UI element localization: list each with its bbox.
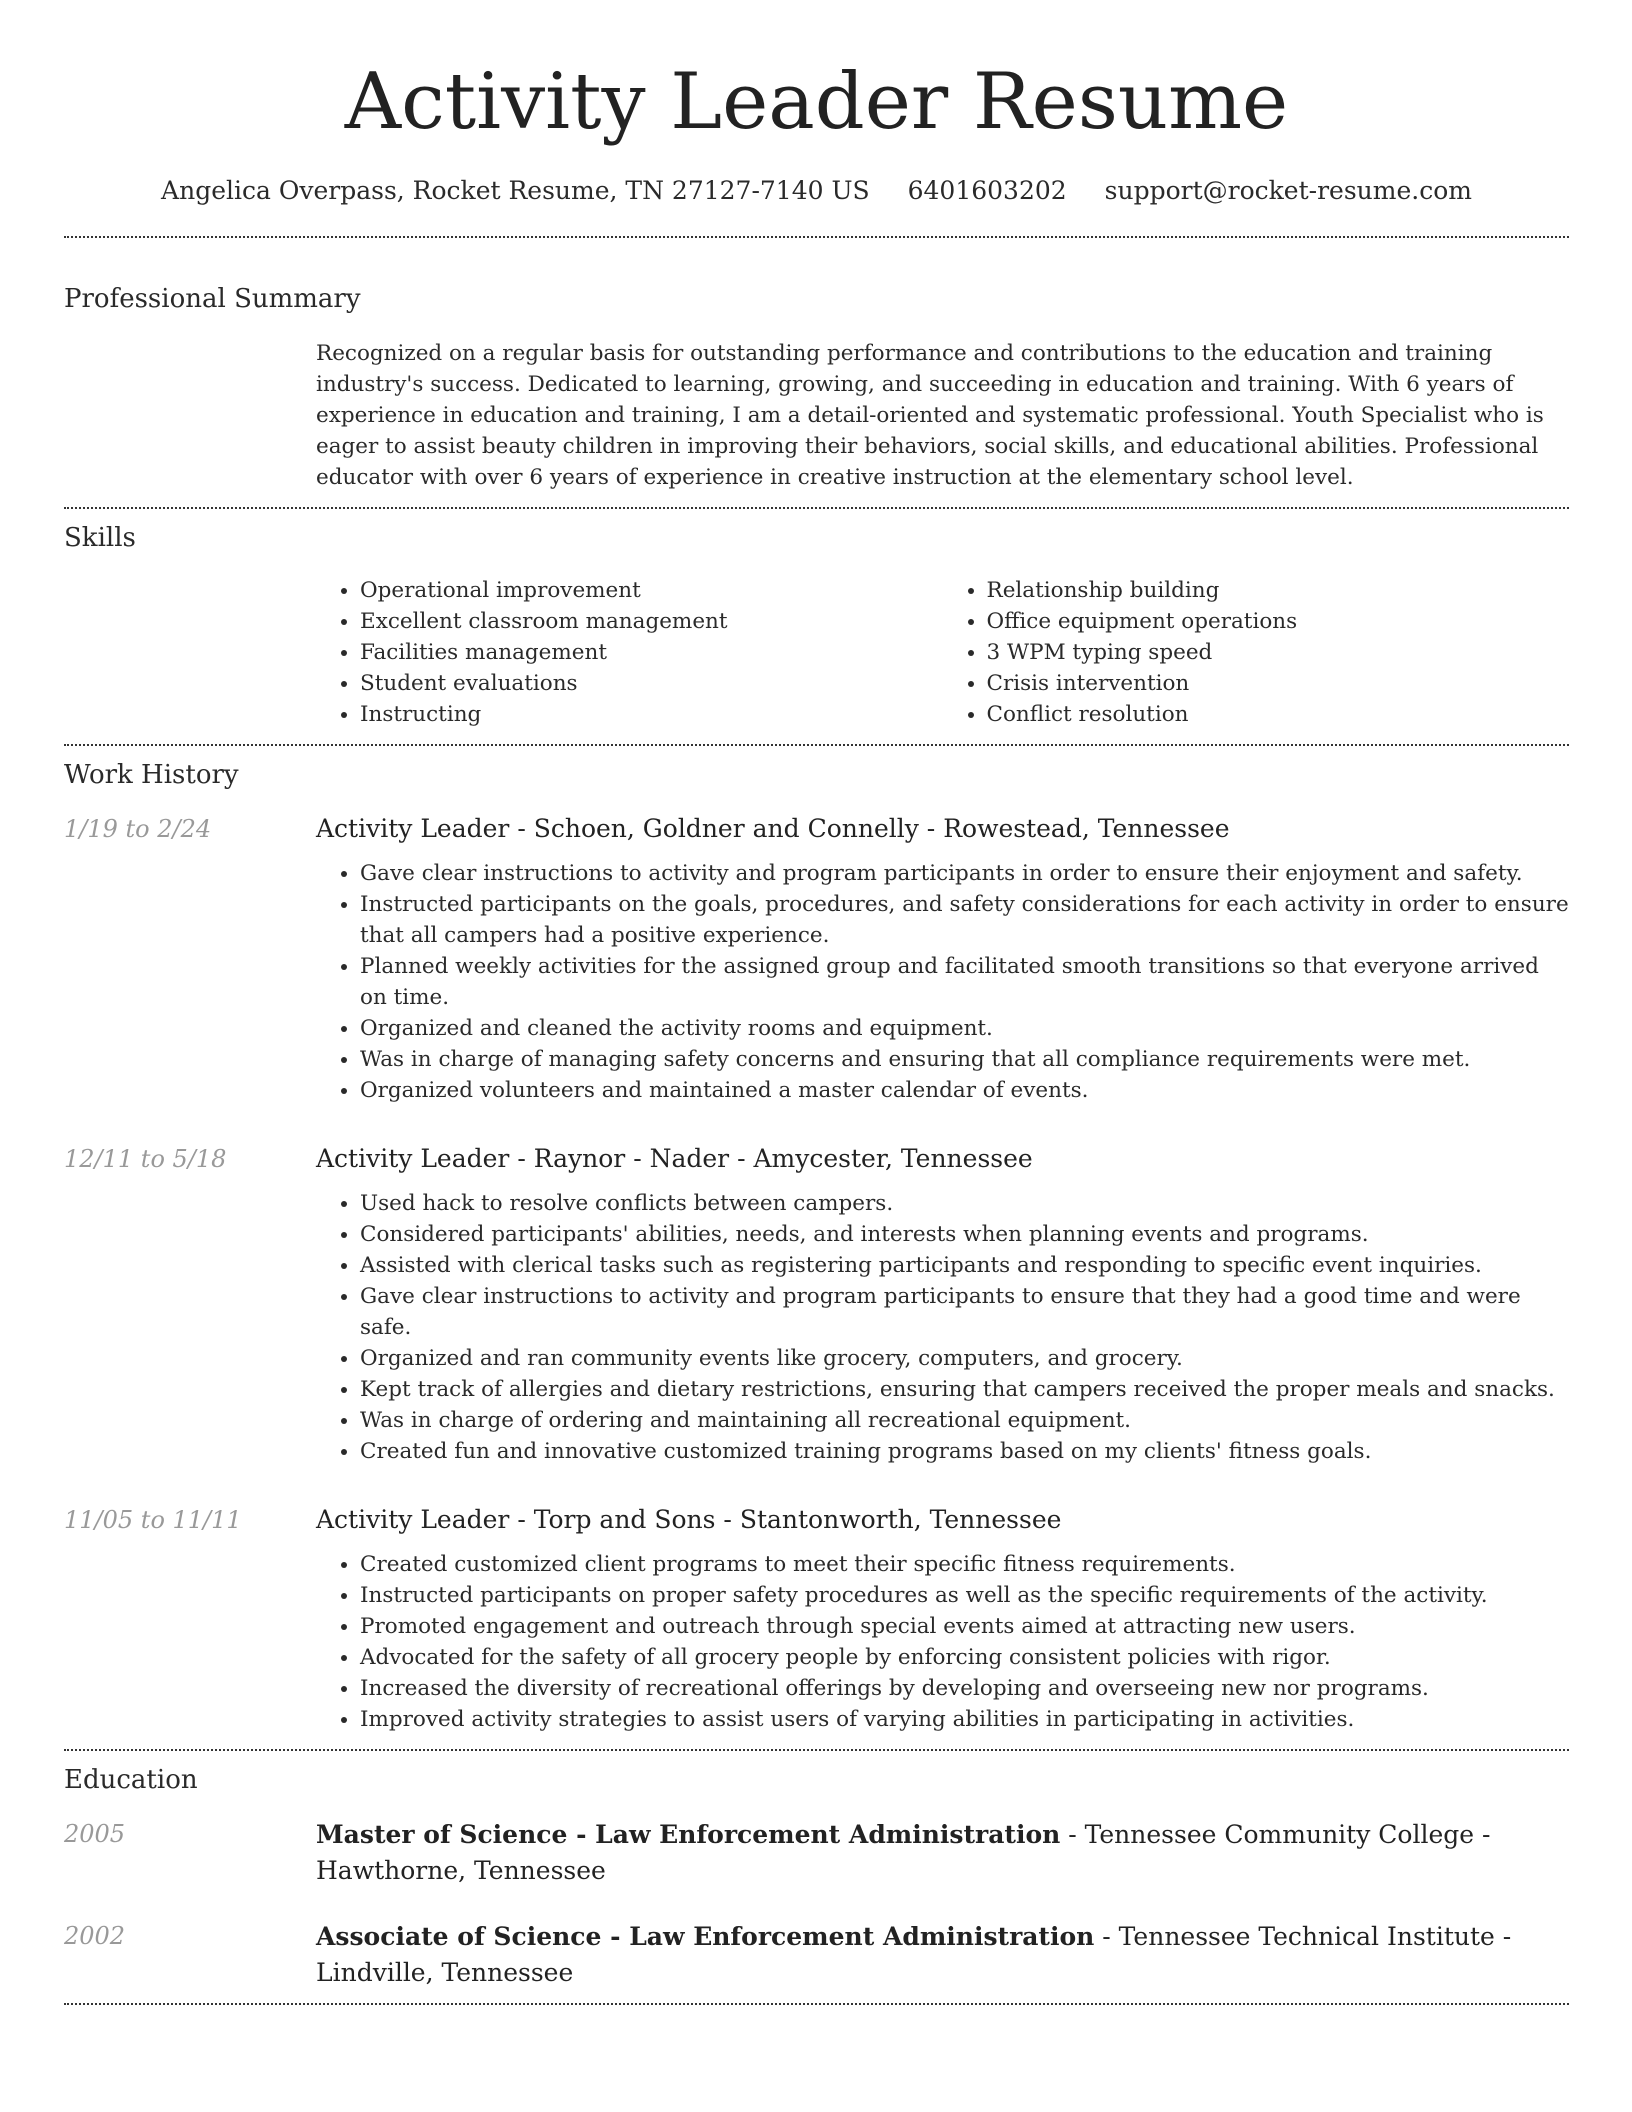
skill-item: • Relationship building: [987, 575, 1570, 606]
job-dates: 11/05 to 11/11: [64, 1506, 242, 1534]
job-bullets: [316, 1188, 1569, 1467]
skills-column-left: [316, 575, 943, 730]
job-heading: Activity Leader - Schoen, Goldner and Connelly - Rowestead, Tennessee: [316, 814, 1230, 843]
job-bullet: • Promoted engagement and outreach through special events aimed at attracting new users.: [360, 1611, 1569, 1642]
resume-title: Activity Leader Resume: [344, 57, 1289, 147]
education-year: 2005: [64, 1820, 126, 1848]
job-entry: [64, 812, 1569, 1106]
contact-phone: 6401603202: [907, 176, 1067, 205]
job-bullets: [316, 858, 1569, 1106]
skills-section: [64, 509, 1569, 744]
resume-header: [64, 0, 1569, 208]
job-bullet: • Was in charge of ordering and maintaining all recreational equipment.: [360, 1405, 1569, 1436]
skill-item: • Facilities management: [360, 637, 943, 668]
skill-item: • Office equipment operations: [987, 606, 1570, 637]
job-body: [316, 1503, 1569, 1735]
job-bullet: • Created fun and innovative customized training programs based on my clients' fitness goals.: [360, 1436, 1569, 1467]
education-degree: Associate of Science - Law Enforcement Administration: [316, 1922, 1095, 1951]
job-bullet: • Planned weekly activities for the assigned group and facilitated smooth transitions so that everyone arrived on time.: [360, 951, 1569, 1013]
job-bullet: • Created customized client programs to meet their specific fitness requirements.: [360, 1549, 1569, 1580]
job-entry: [64, 1142, 1569, 1467]
skill-item: • Excellent classroom management: [360, 606, 943, 637]
job-bullet: • Kept track of allergies and dietary restrictions, ensuring that campers received the proper meals and snacks.: [360, 1374, 1569, 1405]
job-body: [316, 812, 1569, 1106]
education-entry: [64, 1919, 1569, 1991]
job-body: [316, 1142, 1569, 1467]
education-entry: [64, 1817, 1569, 1889]
skill-item: • Crisis intervention: [987, 668, 1570, 699]
section-title-education: Education: [64, 1765, 198, 1795]
contact-address: Angelica Overpass, Rocket Resume, TN 27127-7140 US: [161, 176, 870, 205]
job-bullet: • Gave clear instructions to activity and program participants to ensure that they had a good time and were safe.: [360, 1281, 1569, 1343]
job-bullet: • Organized and cleaned the activity rooms and equipment.: [360, 1013, 1569, 1044]
skill-item: • Operational improvement: [360, 575, 943, 606]
job-heading: Activity Leader - Torp and Sons - Stantonworth, Tennessee: [316, 1505, 1062, 1534]
job-bullet: • Increased the diversity of recreational offerings by developing and overseeing new nor programs.: [360, 1673, 1569, 1704]
summary-section: [64, 238, 1569, 507]
job-dates: 12/11 to 5/18: [64, 1145, 227, 1173]
summary-text: Recognized on a regular basis for outstanding performance and contributions to the education and training industry's success. Dedicated to learning, growing, and succeeding in education and training. With 6 years of experience in education and training, I am a detail-oriented and systematic professional. Youth Specialist who is eager to assist beauty children in improving their behaviors, social skills, and educational abilities. Professional educator with over 6 years of experience in creative instruction at the elementary school level.: [316, 341, 1544, 490]
job-bullet: • Organized and ran community events like grocery, computers, and grocery.: [360, 1343, 1569, 1374]
skills-grid: [316, 575, 1569, 744]
skill-item: • Instructing: [360, 699, 943, 730]
job-bullet: • Gave clear instructions to activity and program participants in order to ensure their enjoyment and safety.: [360, 858, 1569, 889]
education-year: 2002: [64, 1922, 126, 1950]
job-dates: 1/19 to 2/24: [64, 815, 212, 843]
work-history-section: [64, 746, 1569, 1749]
job-bullet: • Instructed participants on the goals, procedures, and safety considerations for each activity in order to ensure that all campers had a positive experience.: [360, 889, 1569, 951]
contact-email: support@rocket-resume.com: [1104, 176, 1472, 205]
section-title-summary: Professional Summary: [64, 284, 361, 314]
divider: [64, 2003, 1569, 2005]
job-bullet: • Instructed participants on proper safety procedures as well as the specific requirements of the activity.: [360, 1580, 1569, 1611]
contact-line: [64, 174, 1569, 208]
job-bullets: [316, 1549, 1569, 1735]
job-bullet: • Considered participants' abilities, needs, and interests when planning events and programs.: [360, 1219, 1569, 1250]
education-school: - Tennessee Technical Institute - Lindville, Tennessee: [316, 1922, 1512, 1987]
education-heading: [316, 1919, 1569, 1991]
job-bullet: • Used hack to resolve conflicts between campers.: [360, 1188, 1569, 1219]
skill-item: • Student evaluations: [360, 668, 943, 699]
section-title-work-history: Work History: [64, 760, 239, 790]
education-degree: Master of Science - Law Enforcement Administration: [316, 1820, 1061, 1849]
education-section: [64, 1751, 1569, 2003]
job-bullet: • Improved activity strategies to assist users of varying abilities in participating in activities.: [360, 1704, 1569, 1735]
job-bullet: • Assisted with clerical tasks such as registering participants and responding to specific event inquiries.: [360, 1250, 1569, 1281]
job-bullet: • Was in charge of managing safety concerns and ensuring that all compliance requirements were met.: [360, 1044, 1569, 1075]
skill-item: • Conflict resolution: [987, 699, 1570, 730]
job-bullet: • Organized volunteers and maintained a master calendar of events.: [360, 1075, 1569, 1106]
job-heading: Activity Leader - Raynor - Nader - Amycester, Tennessee: [316, 1144, 1033, 1173]
education-heading: [316, 1817, 1569, 1889]
job-bullet: • Advocated for the safety of all grocery people by enforcing consistent policies with rigor.: [360, 1642, 1569, 1673]
skills-column-right: [943, 575, 1570, 730]
education-school: - Tennessee Community College - Hawthorne, Tennessee: [316, 1820, 1491, 1885]
skill-item: • 3 WPM typing speed: [987, 637, 1570, 668]
section-title-skills: Skills: [64, 523, 136, 553]
job-entry: [64, 1503, 1569, 1735]
